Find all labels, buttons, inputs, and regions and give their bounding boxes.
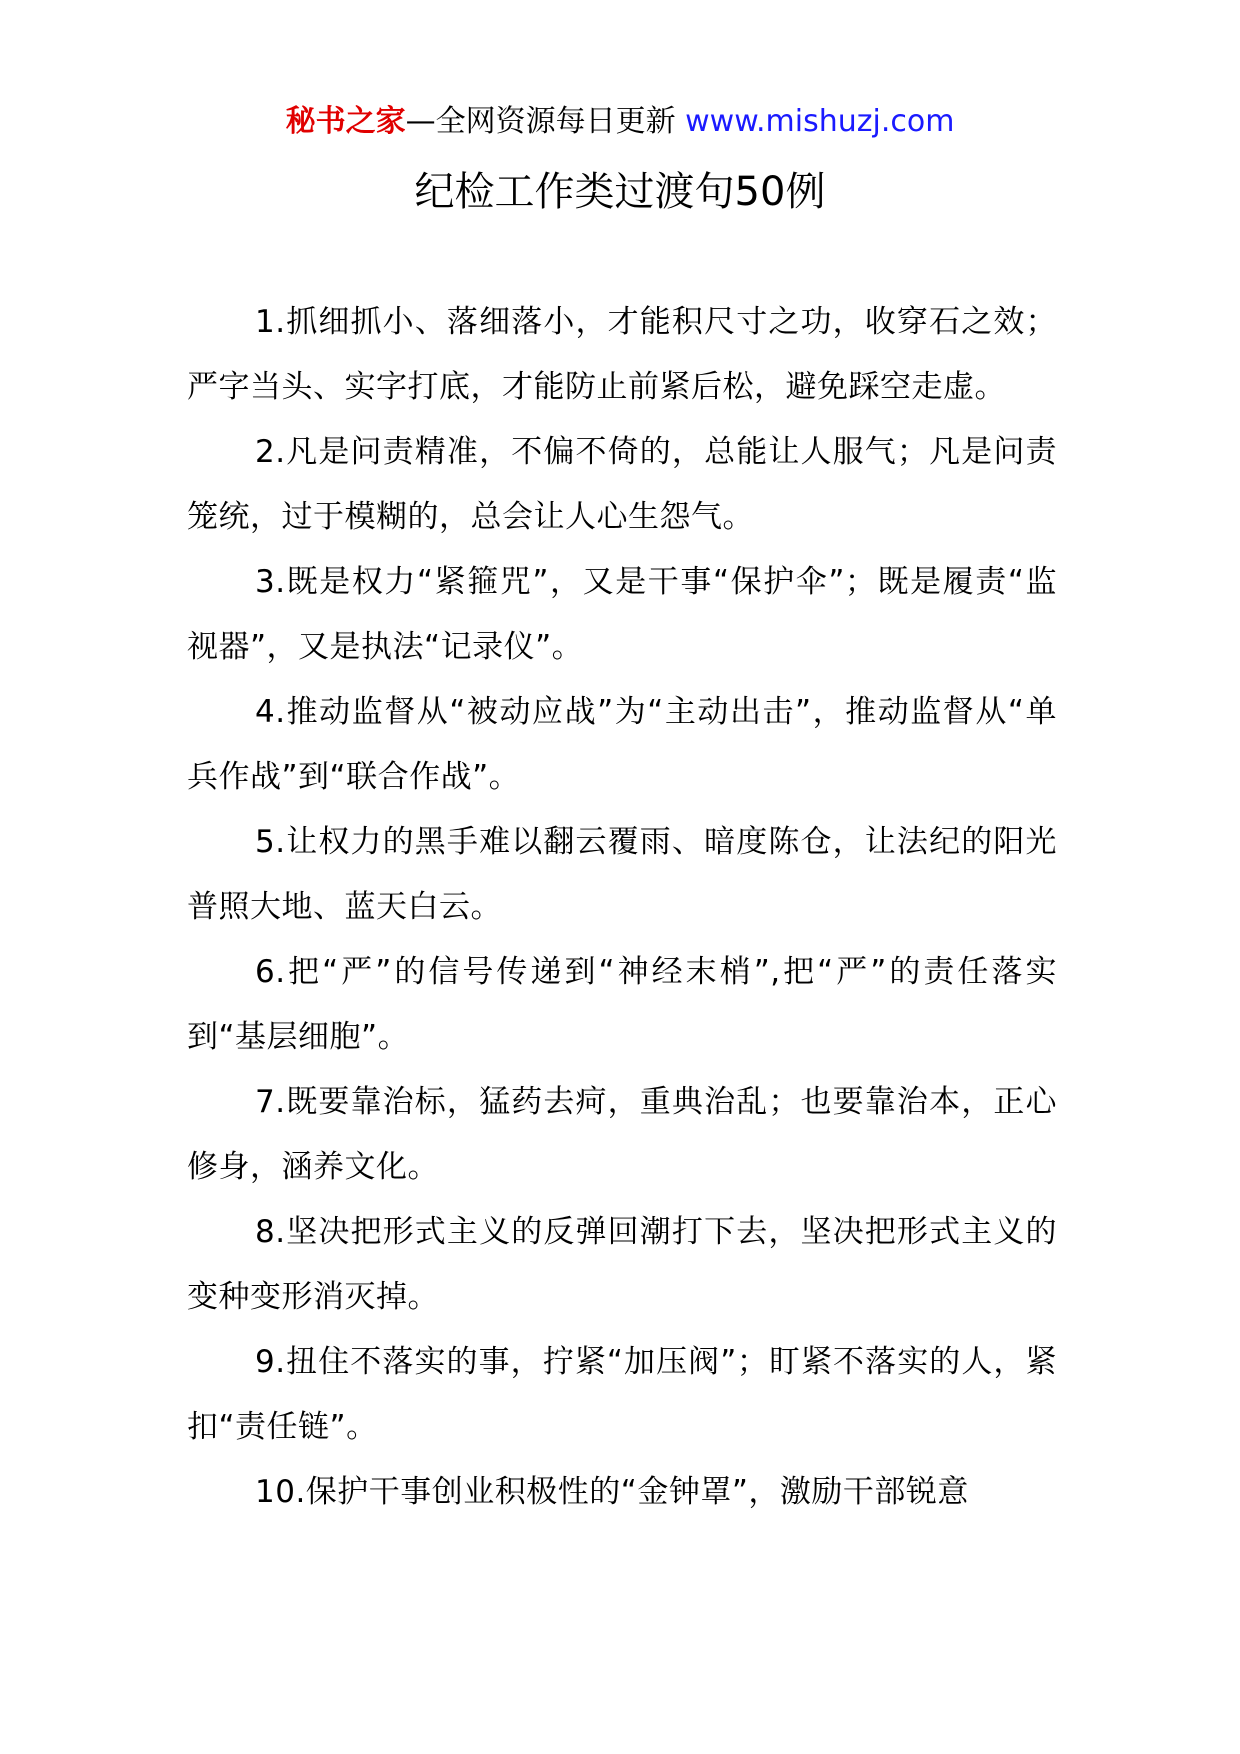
- paragraph-7: 7.既要靠治标，猛药去疴，重典治乱；也要靠治本，正心修身，涵养文化。: [187, 1084, 1057, 1185]
- brand-name: 秘书之家: [285, 104, 406, 139]
- paragraph-1: 1.抓细抓小、落细落小，才能积尺寸之功，收穿石之效；严字当头、实字打底，才能防止前紧后松，避免踩空走虚。: [187, 304, 1057, 405]
- paragraph-9: 9.扭住不落实的事，拧紧“加压阀”；盯紧不落实的人，紧扣“责任链”。: [187, 1344, 1057, 1445]
- document-title: 纪检工作类过渡句50例: [414, 169, 826, 215]
- paragraph-5: 5.让权力的黑手难以翻云覆雨、暗度陈仓，让法纪的阳光普照大地、蓝天白云。: [187, 824, 1057, 925]
- paragraph-8: 8.坚决把形式主义的反弹回潮打下去，坚决把形式主义的变种变形消灭掉。: [187, 1214, 1057, 1315]
- paragraph-6: 6.把“严”的信号传递到“神经末梢”,把“严”的责任落实到“基层细胞”。: [187, 954, 1057, 1055]
- paragraph-10: 10.保护干事创业积极性的“金钟罩”，激励干部锐意: [255, 1474, 969, 1510]
- site-tagline: —全网资源每日更新: [405, 104, 686, 139]
- site-header: [0, 100, 1240, 144]
- paragraph-3: 3.既是权力“紧箍咒”，又是干事“保护伞”；既是履责“监视器”，又是执法“记录仪”。: [187, 564, 1057, 665]
- site-url[interactable]: www.mishuzj.com: [685, 104, 955, 139]
- paragraph-2: 2.凡是问责精准，不偏不倚的，总能让人服气；凡是问责笼统，过于模糊的，总会让人心生怨气。: [187, 434, 1057, 535]
- document-body: [187, 290, 1057, 1525]
- paragraph-4: 4.推动监督从“被动应战”为“主动出击”，推动监督从“单兵作战”到“联合作战”。: [187, 694, 1057, 795]
